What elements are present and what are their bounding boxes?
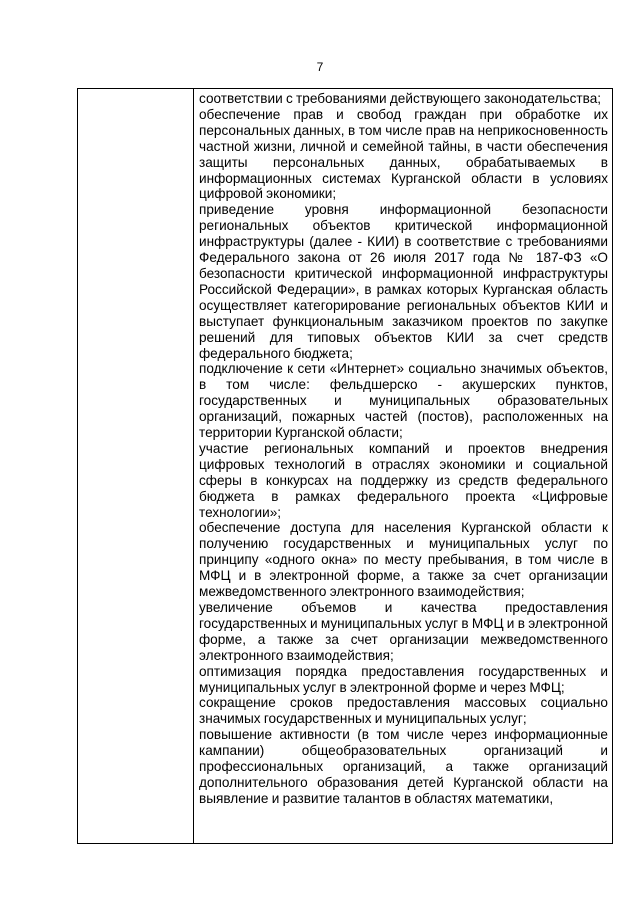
list-item: оптимизация порядка предоставления государственных и муниципальных услуг в электронной форме и через МФЦ; [199, 663, 608, 695]
list-item: повышение активности (в том числе через информационные кампании) общеобразовательных организаций и профессиональных организаций, а также организаций дополнительного образования детей Курганской области на выявление и развитие талантов в областях математики, [199, 727, 608, 806]
table-right-column [194, 89, 612, 843]
list-item: сокращение сроков предоставления массовых социально значимых государственных и муниципальных услуг; [199, 695, 608, 727]
table-left-column [78, 89, 194, 843]
list-item: увеличение объемов и качества предоставления государственных и муниципальных услуг в МФЦ и в электронной форме, а также за счет организации межведомственного электронного взаимодействия; [199, 600, 608, 663]
list-item: обеспечение прав и свобод граждан при обработке их персональных данных, в том числе прав на неприкосновенность частной жизни, личной и семейной тайны, в части обеспечения защиты персональных данных, обрабатываемых в информационных системах Курганской области в условиях цифровой экономики; [199, 106, 608, 202]
list-item: подключение к сети «Интернет» социально значимых объектов, в том числе: фельдшерско - акушерских пунктов, государственных и муниципальных образовательных организаций, пожарных частей (постов), расположенных на территории Курганской области; [199, 361, 608, 441]
content-table [77, 88, 613, 844]
list-item: обеспечение доступа для населения Курганской области к получению государственных и муниципальных услуг по принципу «одного окна» по месту пребывания, в том числе в МФЦ и в электронной форме, а также за счет организации межведомственного электронного взаимодействия; [199, 520, 608, 600]
list-item: участие региональных компаний и проектов внедрения цифровых технологий в отраслях экономики и социальной сферы в конкурсах на поддержку из средств федерального бюджета в рамках федерального проекта «Цифровые технологии»; [199, 440, 608, 520]
list-item: приведение уровня информационной безопасности региональных объектов критической информационной инфраструктуры (далее - КИИ) в соответствие с требованиями Федерального закона от 26 июля 2017 года № 187-ФЗ «О безопасности критической информационной инфраструктуры Российской Федерации», в рамках которых Курганская область осуществляет категорирование региональных объектов КИИ и выступает функциональным заказчиком проектов по закупке решений для типовых объектов КИИ за счет средств федерального бюджета; [199, 202, 608, 361]
page-number: 7 [316, 60, 324, 74]
list-item: соответствии с требованиями действующего законодательства; [199, 91, 602, 106]
